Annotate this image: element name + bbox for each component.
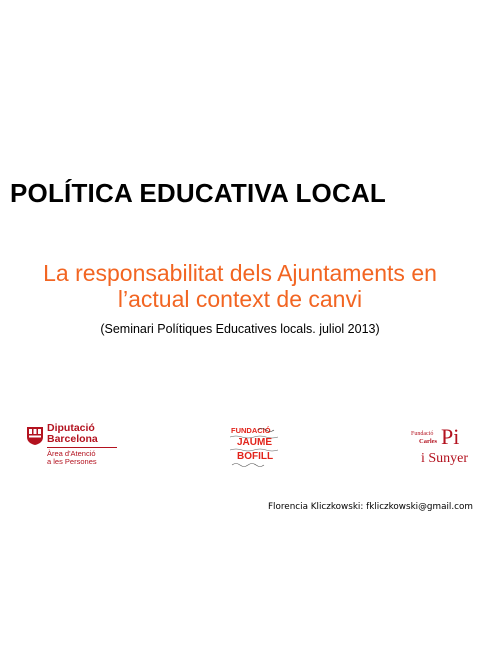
jaume-bofill-text-3: BOFILL [237, 451, 274, 462]
diputacio-name-line-2: Barcelona [47, 433, 98, 445]
diputacio-name-line-1: Diputació [47, 422, 95, 434]
diputacio-area-line-1: Àrea d'Atenció [47, 449, 96, 458]
pi-sunyer-text-1: Fundació [411, 431, 434, 437]
subtitle-line-1: La responsabilitat dels Ajuntaments en [43, 260, 437, 286]
diputacio-shield-icon [26, 426, 44, 446]
pi-sunyer-text-4: i Sunyer [421, 451, 469, 466]
page-title: POLÍTICA EDUCATIVA LOCAL [10, 178, 386, 208]
diputacio-barcelona-logo [26, 423, 136, 468]
contact-info: Florencia Kliczkowski: fkliczkowski@gmail.com [268, 502, 473, 512]
subtitle [0, 260, 480, 312]
jaume-bofill-text-2: JAUME [237, 437, 273, 448]
pi-sunyer-text-3: Pi [441, 424, 460, 449]
diputacio-area-line-2: a les Persones [47, 457, 97, 466]
fundacio-jaume-bofill-logo [228, 424, 280, 470]
subtitle-line-2: l’actual context de canvi [117, 286, 363, 312]
fundacio-pi-sunyer-logo [411, 415, 471, 467]
jaume-bofill-text-1: FUNDACIÓ [231, 426, 271, 435]
seminar-note: (Seminari Polítiques Educatives locals. juliol 2013) [100, 322, 380, 336]
diputacio-divider [47, 447, 117, 448]
pi-sunyer-text-2: Carles [419, 438, 438, 445]
